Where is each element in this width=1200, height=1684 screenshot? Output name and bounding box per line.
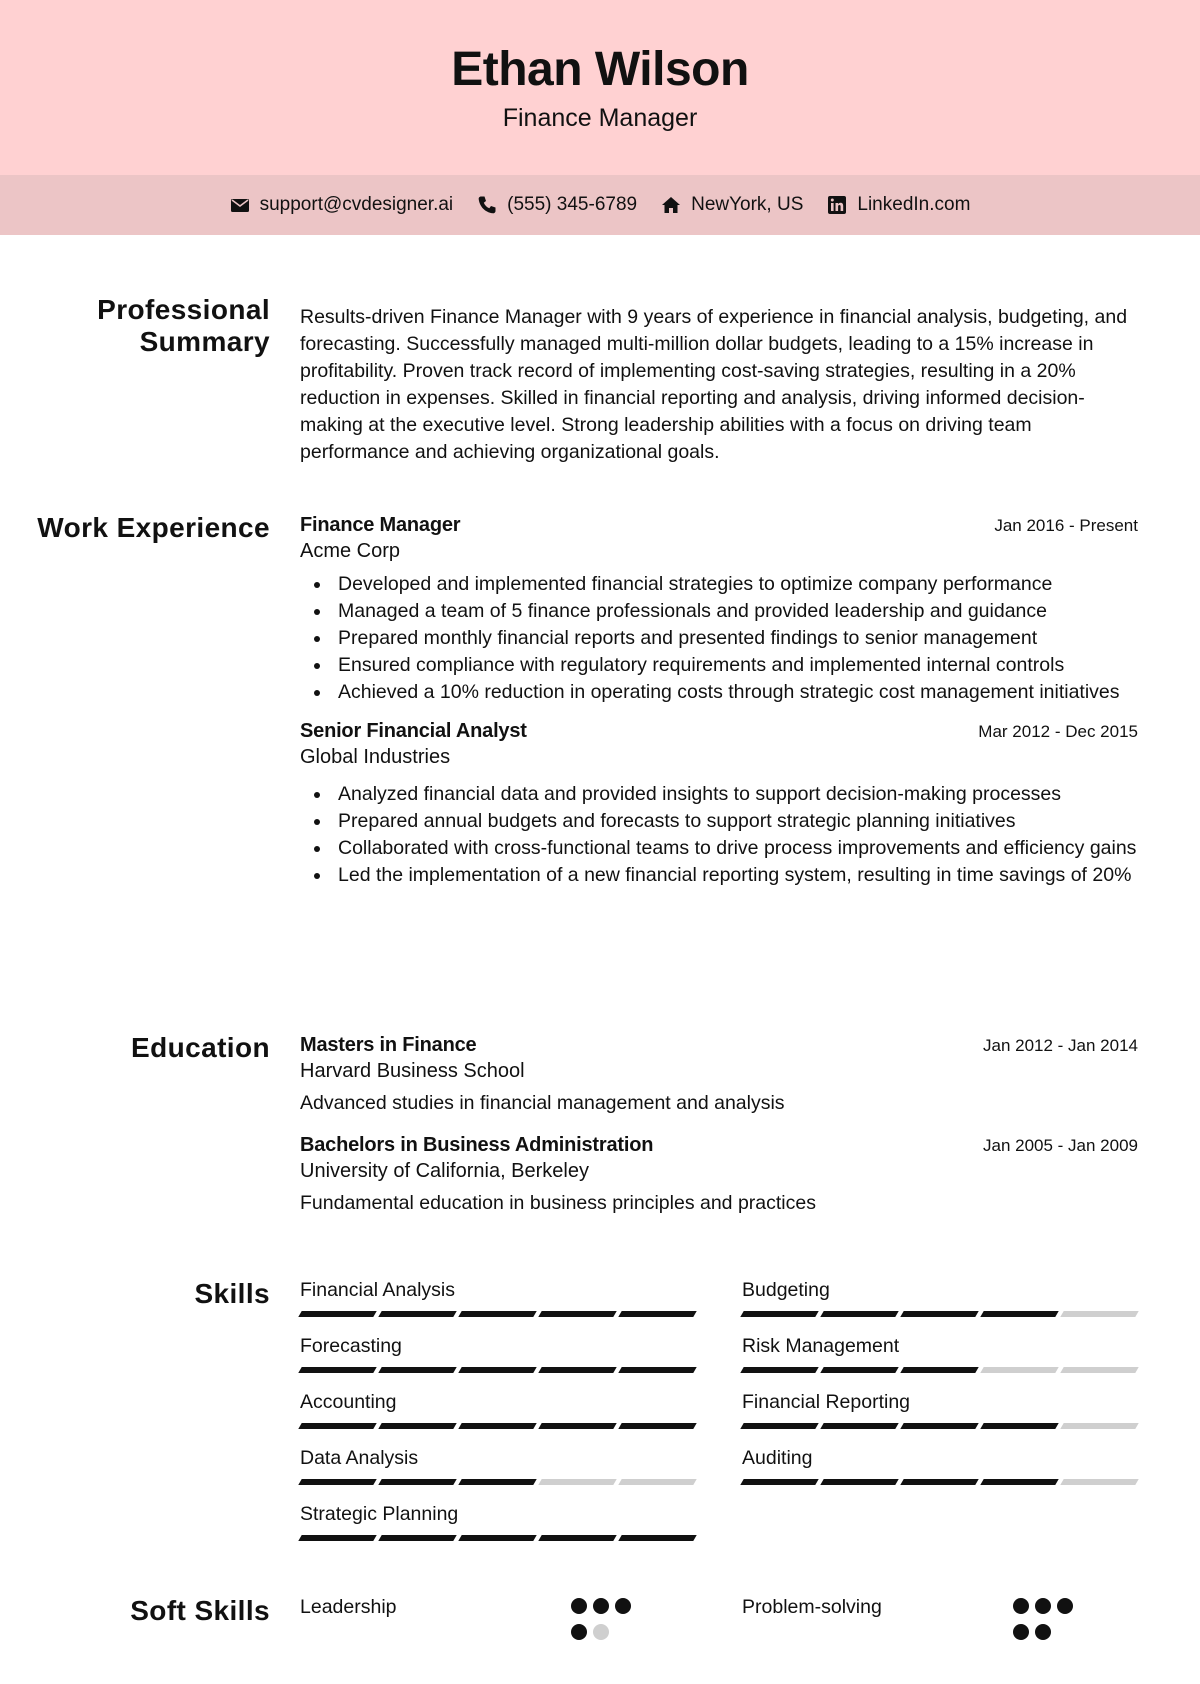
job-title: Senior Financial Analyst [300, 720, 527, 742]
skills-heading: Skills [194, 1278, 270, 1309]
rating-dot [615, 1598, 631, 1614]
skill-item [742, 1390, 1138, 1429]
skill-name: Strategic Planning [300, 1503, 459, 1525]
skill-level-segment [980, 1423, 1058, 1429]
skill-level-segment [1060, 1479, 1138, 1485]
skill-level-segment [900, 1311, 978, 1317]
skill-level-segment [298, 1367, 376, 1373]
bullet-item: Prepared monthly financial reports and presented findings to senior management [300, 625, 1138, 652]
rating-dot [1035, 1598, 1051, 1614]
phone-icon [477, 195, 497, 215]
education-section [0, 1032, 1200, 1214]
soft-skill-item [300, 1595, 696, 1640]
skill-level-bar [742, 1479, 1138, 1485]
skill-name: Data Analysis [300, 1447, 419, 1469]
rating-dot [1013, 1624, 1029, 1640]
contact-location [661, 194, 803, 216]
school-name: University of California, Berkeley [300, 1160, 589, 1182]
skill-level-segment [618, 1535, 696, 1541]
job-entry [300, 514, 1138, 706]
skill-level-segment [740, 1479, 818, 1485]
skill-level-segment [980, 1311, 1058, 1317]
skill-item [300, 1278, 696, 1317]
contact-phone[interactable] [477, 194, 637, 216]
skill-level-segment [458, 1367, 536, 1373]
soft-skills-grid [300, 1595, 1138, 1640]
contact-linkedin[interactable] [827, 194, 970, 216]
candidate-title: Finance Manager [502, 104, 698, 132]
skill-level-segment [820, 1367, 898, 1373]
skill-level-segment [618, 1367, 696, 1373]
soft-skill-rating [1013, 1598, 1093, 1640]
job-entry [300, 720, 1138, 889]
skill-name: Auditing [742, 1447, 813, 1469]
soft-skill-name: Problem-solving [742, 1596, 882, 1618]
education-dates: Jan 2012 - Jan 2014 [982, 1036, 1138, 1055]
soft-skills-heading: Soft Skills [130, 1595, 270, 1626]
skill-level-segment [820, 1311, 898, 1317]
skill-level-segment [538, 1479, 616, 1485]
education-description: Advanced studies in financial management and analysis [300, 1092, 785, 1114]
skill-level-bar [300, 1367, 696, 1373]
rating-dot [593, 1624, 609, 1640]
education-entry [300, 1034, 1138, 1115]
skill-level-segment [378, 1311, 456, 1317]
location-text: NewYork, US [691, 194, 804, 215]
skill-level-segment [378, 1367, 456, 1373]
phone-text: (555) 345-6789 [507, 194, 638, 215]
skill-level-bar [742, 1311, 1138, 1317]
skill-name: Risk Management [742, 1335, 900, 1357]
skill-level-bar [300, 1479, 696, 1485]
skill-name: Financial Reporting [742, 1391, 911, 1413]
job-company: Global Industries [300, 746, 451, 768]
skill-name: Budgeting [742, 1279, 830, 1301]
skill-level-segment [538, 1311, 616, 1317]
contact-bar [0, 175, 1200, 235]
rating-dot [593, 1598, 609, 1614]
skills-grid [300, 1278, 1138, 1541]
skill-level-segment [618, 1479, 696, 1485]
experience-section [0, 512, 1200, 886]
skill-level-segment [820, 1479, 898, 1485]
resume-header [0, 0, 1200, 175]
soft-skills-section [0, 1595, 1200, 1627]
skill-level-segment [298, 1479, 376, 1485]
skill-name: Financial Analysis [300, 1279, 455, 1301]
skill-level-segment [538, 1535, 616, 1541]
skill-level-segment [980, 1479, 1058, 1485]
education-dates: Jan 2005 - Jan 2009 [982, 1136, 1138, 1155]
skill-level-segment [458, 1535, 536, 1541]
skill-level-segment [458, 1479, 536, 1485]
rating-dot [1013, 1598, 1029, 1614]
candidate-name: Ethan Wilson [451, 43, 749, 96]
skill-level-segment [378, 1479, 456, 1485]
skill-item [300, 1334, 696, 1373]
skill-level-segment [740, 1423, 818, 1429]
rating-dot [1057, 1598, 1073, 1614]
skill-level-bar [742, 1423, 1138, 1429]
skill-level-bar [300, 1423, 696, 1429]
bullet-item: Achieved a 10% reduction in operating costs through strategic cost management initiatives [300, 679, 1138, 706]
skill-level-segment [458, 1423, 536, 1429]
summary-section [0, 294, 1200, 463]
skill-item [742, 1334, 1138, 1373]
job-dates: Jan 2016 - Present [994, 516, 1138, 535]
job-dates: Mar 2012 - Dec 2015 [978, 722, 1138, 741]
degree-title: Masters in Finance [300, 1034, 477, 1056]
experience-heading: Work Experience [37, 512, 270, 543]
skill-item [300, 1446, 696, 1485]
envelope-icon [230, 195, 250, 215]
skill-level-bar [300, 1535, 696, 1541]
skill-name: Forecasting [300, 1335, 402, 1357]
skill-level-segment [378, 1423, 456, 1429]
linkedin-text: LinkedIn.com [857, 194, 971, 215]
education-entry [300, 1134, 1138, 1215]
linkedin-icon [827, 195, 847, 215]
email-text: support@cvdesigner.ai [259, 194, 454, 215]
education-heading: Education [131, 1032, 270, 1063]
job-bullets [300, 781, 1138, 889]
skill-level-segment [900, 1479, 978, 1485]
home-icon [661, 195, 681, 215]
skill-level-segment [618, 1311, 696, 1317]
skill-level-segment [1060, 1367, 1138, 1373]
education-description: Fundamental education in business principles and practices [300, 1192, 816, 1214]
summary-text: Results-driven Finance Manager with 9 years of experience in financial analysis, budgeting, and forecasting. Successfully managed multi-million dollar budgets, leading to a 15% increase in profitability. Proven track record of implementing cost-saving strategies, resulting in a 20% reduction in expenses. Skilled in financial reporting and analysis, driving informed decision-making at the executive level. Strong leadership abilities with a focus on driving team performance and achieving organizational goals. [300, 306, 1128, 463]
skill-level-bar [742, 1367, 1138, 1373]
job-company: Acme Corp [300, 540, 401, 562]
bullet-item: Collaborated with cross-functional teams to drive process improvements and efficiency gains [300, 835, 1138, 862]
bullet-item: Prepared annual budgets and forecasts to support strategic planning initiatives [300, 808, 1138, 835]
skill-level-segment [740, 1367, 818, 1373]
school-name: Harvard Business School [300, 1060, 525, 1082]
skill-level-segment [900, 1367, 978, 1373]
bullet-item: Managed a team of 5 finance professionals and provided leadership and guidance [300, 598, 1138, 625]
skills-section [0, 1278, 1200, 1525]
skill-item [300, 1502, 696, 1541]
job-bullets [300, 571, 1138, 706]
skill-level-segment [900, 1423, 978, 1429]
skill-name: Accounting [300, 1391, 397, 1413]
skill-level-segment [1060, 1311, 1138, 1317]
skill-level-segment [378, 1535, 456, 1541]
skill-level-segment [298, 1423, 376, 1429]
bullet-item: Ensured compliance with regulatory requirements and implemented internal controls [300, 652, 1138, 679]
bullet-item: Led the implementation of a new financial reporting system, resulting in time savings of 20% [300, 862, 1138, 889]
skill-level-segment [820, 1423, 898, 1429]
skill-level-segment [538, 1423, 616, 1429]
skill-item [742, 1446, 1138, 1485]
bullet-item: Analyzed financial data and provided insights to support decision-making processes [300, 781, 1138, 808]
rating-dot [571, 1598, 587, 1614]
degree-title: Bachelors in Business Administration [300, 1134, 654, 1156]
skill-level-segment [980, 1367, 1058, 1373]
bullet-item: Developed and implemented financial strategies to optimize company performance [300, 571, 1138, 598]
soft-skill-item [742, 1595, 1138, 1640]
skill-level-segment [458, 1311, 536, 1317]
skill-item [300, 1390, 696, 1429]
rating-dot [571, 1624, 587, 1640]
rating-dot [1035, 1624, 1051, 1640]
skill-level-segment [1060, 1423, 1138, 1429]
skill-level-segment [740, 1311, 818, 1317]
skill-level-segment [538, 1367, 616, 1373]
soft-skill-rating [571, 1598, 651, 1640]
skill-level-segment [298, 1311, 376, 1317]
summary-heading: Professional Summary [97, 294, 270, 357]
contact-email[interactable] [230, 194, 454, 216]
skill-level-bar [300, 1311, 696, 1317]
skill-level-segment [298, 1535, 376, 1541]
job-title: Finance Manager [300, 514, 461, 536]
skill-item [742, 1278, 1138, 1317]
skill-level-segment [618, 1423, 696, 1429]
soft-skill-name: Leadership [300, 1596, 397, 1618]
